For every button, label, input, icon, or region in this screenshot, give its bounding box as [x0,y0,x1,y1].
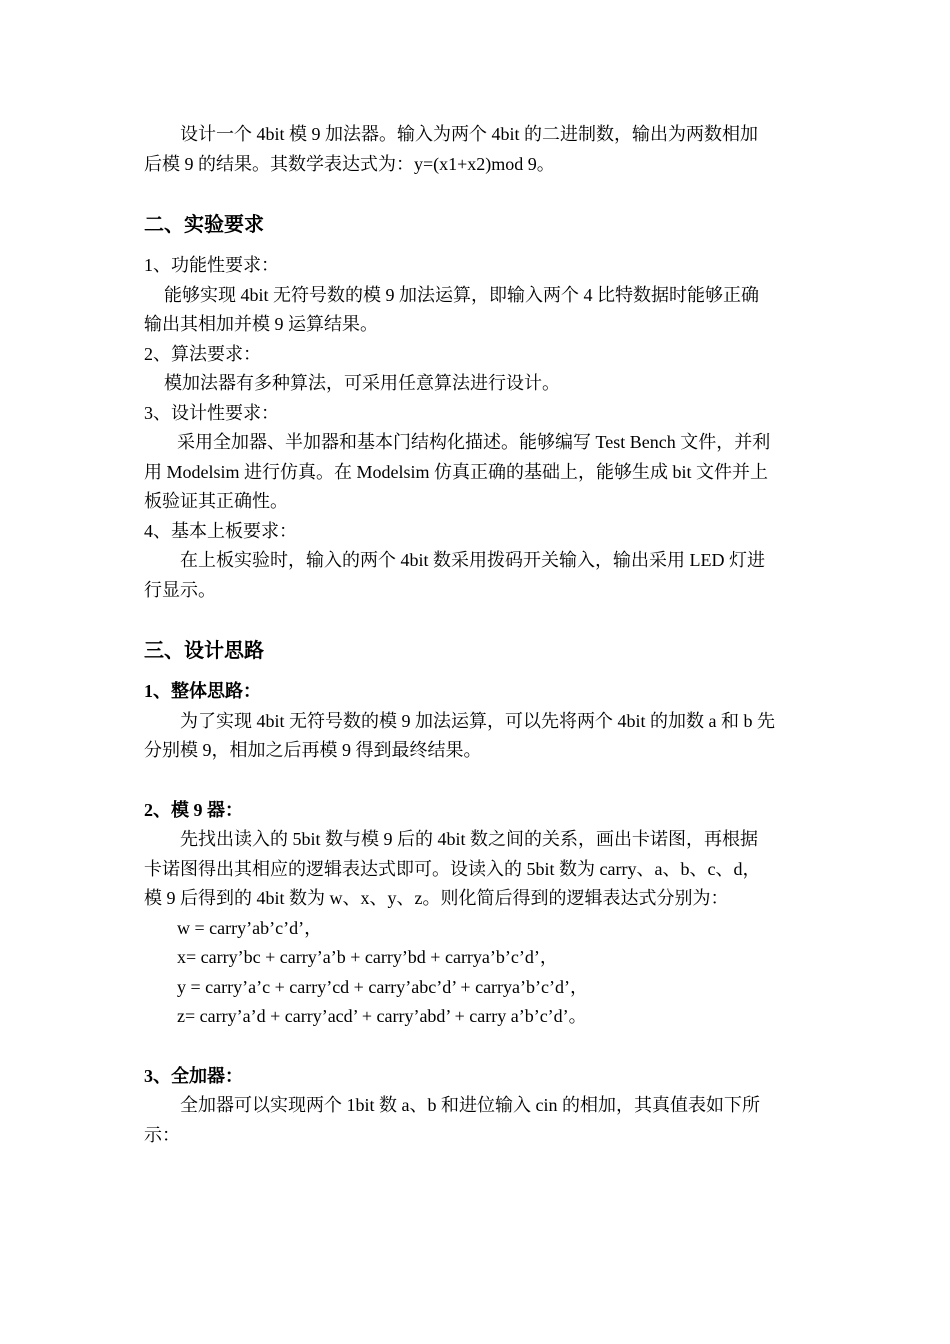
overall-line-1: 为了实现 4bit 无符号数的模 9 加法运算，可以先将两个 4bit 的加数 a 和 b 先 [180,710,775,731]
req-functional-line-2: 输出其相加并模 9 运算结果。 [144,314,378,334]
document-page [144,120,814,1150]
mod9-line-1: 先找出读入的 5bit 数与模 9 后的 4bit 数之间的关系，画出卡诺图，再根据 [180,829,759,849]
req-design-line-3: 板验证其正确性。 [144,491,288,511]
req-design-label: 3、设计性要求： [144,402,279,423]
req-algorithm-line-1: 模加法器有多种算法，可采用任意算法进行设计。 [164,373,560,393]
req-board-line-2: 行显示。 [144,579,216,600]
formula-x: x= carry’bc + carry’a’b + carry’bd + carrya’b’c’d’， [177,947,558,967]
intro-paragraph-line-2: 后模 9 的结果。其数学表达式为：y=(x1+x2)mod 9。 [144,153,555,174]
req-design-line-1: 采用全加器、半加器和基本门结构化描述。能够编写 Test Bench 文件，并利 [177,432,771,452]
req-functional-line-1: 能够实现 4bit 无符号数的模 9 加法运算，即输入两个 4 比特数据时能够正确 [164,284,759,305]
section-heading-requirements: 二、实验要求 [144,212,264,236]
req-design-line-2: 用 Modelsim 进行仿真。在 Modelsim 仿真正确的基础上，能够生成 bit 文件并上 [144,461,769,482]
full-adder-line-2: 示： [144,1124,180,1145]
req-algorithm-label: 2、算法要求： [144,343,261,364]
overall-line-2: 分别模 9，相加之后再模 9 得到最终结果。 [144,740,482,760]
req-board-line-1: 在上板实验时，输入的两个 4bit 数采用拨码开关输入，输出采用 LED 灯进 [180,550,765,570]
subsection-overall-title: 1、整体思路： [144,681,261,701]
subsection-mod9-title: 2、模 9 器： [144,799,243,820]
mod9-line-2: 卡诺图得出其相应的逻辑表达式即可。设读入的 5bit 数为 carry、a、b、c、d， [144,858,761,879]
mod9-line-3: 模 9 后得到的 4bit 数为 w、x、y、z。则化简后得到的逻辑表达式分别为： [144,888,729,908]
subsection-full-adder-title: 3、全加器： [144,1065,243,1086]
req-functional-label: 1、功能性要求： [144,255,279,275]
formula-z: z= carry’a’d + carry’acd’ + carry’abd’ + carry a’b’c’d’。 [177,1006,587,1026]
section-heading-design: 三、设计思路 [144,638,264,662]
full-adder-line-1: 全加器可以实现两个 1bit 数 a、b 和进位输入 cin 的相加，其真值表如下所 [180,1095,760,1115]
req-board-label: 4、基本上板要求： [144,520,297,541]
intro-paragraph-line-1: 设计一个 4bit 模 9 加法器。输入为两个 4bit 的二进制数，输出为两数相加 [180,124,759,144]
formula-w: w = carry’ab’c’d’， [177,917,323,938]
formula-y: y = carry’a’c + carry’cd + carry’abc’d’ + carrya’b’c’d’， [177,976,589,997]
